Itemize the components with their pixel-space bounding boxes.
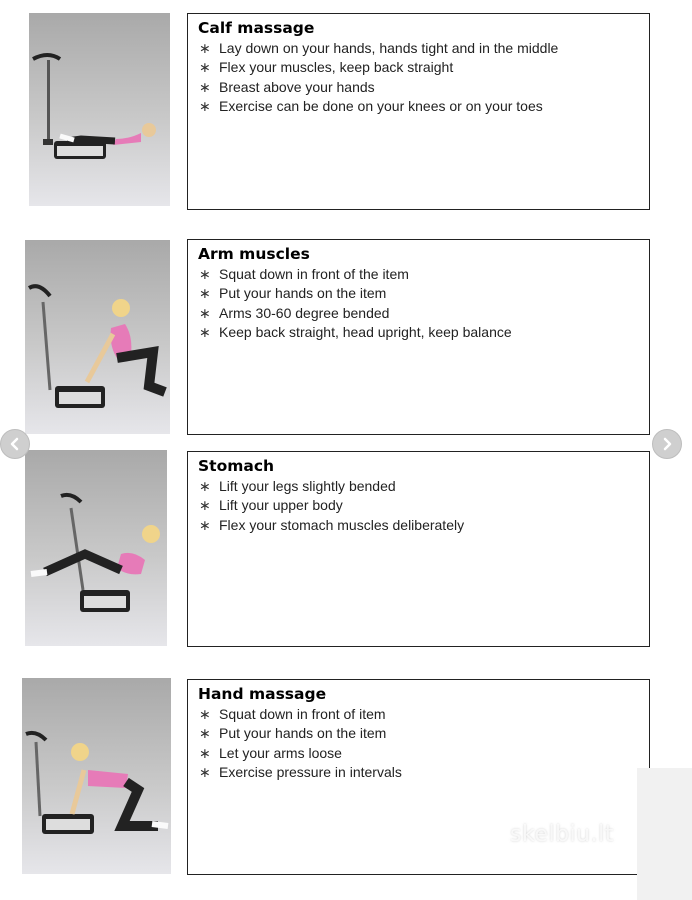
list-item: ∗ Lift your upper body (198, 496, 639, 515)
watermark: skelbiu.lt (510, 822, 614, 847)
bullet-icon: ∗ (199, 516, 211, 533)
arm-muscles-box (187, 239, 650, 435)
instruction-list (198, 265, 639, 343)
list-item: ∗ Put your hands on the item (198, 284, 639, 303)
bullet-icon: ∗ (199, 285, 211, 302)
bullet-icon: ∗ (199, 324, 211, 341)
stomach-photo (25, 450, 167, 646)
section-title: Hand massage (198, 685, 327, 703)
list-item: ∗ Keep back straight, head upright, keep balance (198, 323, 639, 342)
next-page-button[interactable] (652, 429, 682, 459)
bullet-icon: ∗ (199, 40, 211, 56)
chevron-right-icon (659, 436, 675, 452)
arm-muscles-photo (25, 240, 170, 434)
bullet-icon: ∗ (199, 478, 211, 494)
list-item: ∗ Put your hands on the item (198, 724, 639, 743)
hand-massage-illustration (22, 678, 171, 874)
list-item: ∗ Lift your legs slightly bended (198, 477, 639, 496)
bullet-icon: ∗ (199, 59, 211, 76)
section-title: Calf massage (198, 19, 315, 37)
hand-massage-photo (22, 678, 171, 874)
bullet-icon: ∗ (199, 725, 211, 742)
list-item: ∗ Squat down in front of the item (198, 265, 639, 284)
list-item: ∗ Flex your muscles, keep back straight (198, 58, 639, 77)
list-item: ∗ Breast above your hands (198, 78, 639, 97)
stomach-illustration (25, 450, 167, 646)
instruction-list (198, 477, 639, 535)
list-item: ∗ Lay down on your hands, hands tight and in the middle (198, 39, 639, 58)
calf-massage-illustration (29, 13, 170, 206)
list-item: ∗ Flex your stomach muscles deliberately (198, 516, 639, 535)
list-item: ∗ Let your arms loose (198, 744, 639, 763)
bullet-icon: ∗ (199, 266, 211, 282)
section-title: Stomach (198, 457, 275, 475)
chevron-left-icon (7, 436, 23, 452)
bullet-icon: ∗ (199, 706, 211, 722)
calf-massage-photo (29, 13, 170, 206)
instruction-list (198, 39, 639, 117)
instruction-list (198, 705, 639, 783)
list-item: ∗ Exercise pressure in intervals (198, 763, 639, 782)
bullet-icon: ∗ (199, 497, 211, 514)
bullet-icon: ∗ (199, 764, 211, 781)
list-item: ∗ Exercise can be done on your knees or on your toes (198, 97, 639, 116)
stomach-box (187, 451, 650, 647)
bullet-icon: ∗ (199, 304, 211, 321)
list-item: ∗ Squat down in front of item (198, 705, 639, 724)
side-panel-strip (637, 768, 692, 900)
section-title: Arm muscles (198, 245, 310, 263)
calf-massage-box (187, 13, 650, 210)
list-item: ∗ Arms 30-60 degree bended (198, 304, 639, 323)
bullet-icon: ∗ (199, 98, 211, 115)
arm-muscles-illustration (25, 240, 170, 434)
prev-page-button[interactable] (0, 429, 30, 459)
bullet-icon: ∗ (199, 78, 211, 95)
bullet-icon: ∗ (199, 744, 211, 761)
